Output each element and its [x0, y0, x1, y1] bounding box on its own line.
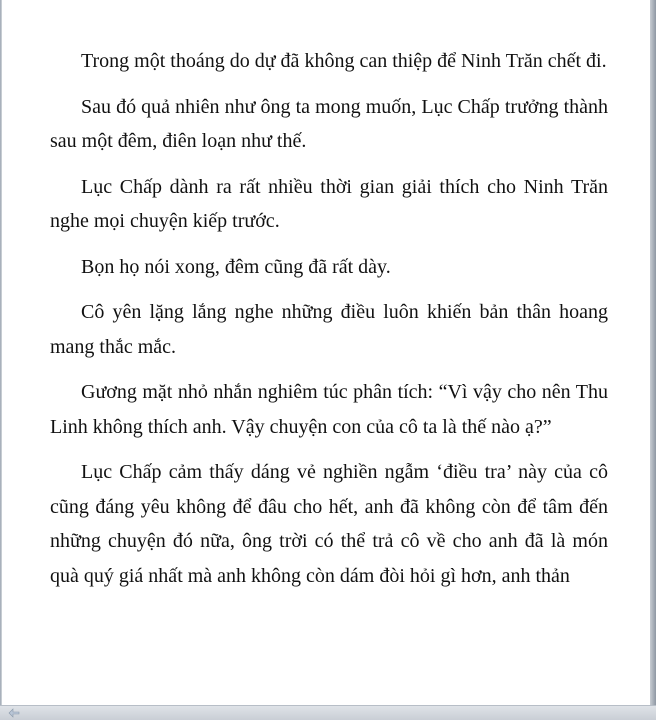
back-arrow-icon[interactable] [8, 708, 20, 718]
window-left-edge [0, 0, 2, 720]
paragraph-1: Trong một thoáng do dự đã không can thiệp để Ninh Trăn chết đi. [81, 50, 607, 72]
paragraph-5: Cô yên lặng lắng nghe những điều luôn khiến bản thân hoang mang thắc mắc. [50, 301, 608, 358]
paragraph-6: Gương mặt nhỏ nhắn nghiêm túc phân tích: “Vì vậy cho nên Thu Linh không thích anh. Vậy chuyện con của cô ta là thế nào ạ?” [50, 381, 608, 438]
bottom-scroll-bar [0, 705, 656, 720]
paragraph-7: Lục Chấp cảm thấy dáng vẻ nghiền ngẫm ‘điều tra’ này của cô cũng đáng yêu không để đâu cho hết, anh đã không còn để tâm đến những chuyện đó nữa, ông trời có thể trả cô về cho anh đã là món quà quý giá nhất mà anh không còn dám đòi hỏi gì hơn, anh thản [50, 461, 608, 587]
paragraph-3: Lục Chấp dành ra rất nhiều thời gian giải thích cho Ninh Trăn nghe mọi chuyện kiếp trước. [50, 175, 608, 232]
document-page [50, 44, 608, 604]
paragraph-2: Sau đó quả nhiên như ông ta mong muốn, Lục Chấp trưởng thành sau một đêm, điên loạn như thế. [50, 95, 608, 152]
paragraph-4: Bọn họ nói xong, đêm cũng đã rất dày. [81, 255, 391, 278]
window-right-edge [650, 0, 656, 720]
